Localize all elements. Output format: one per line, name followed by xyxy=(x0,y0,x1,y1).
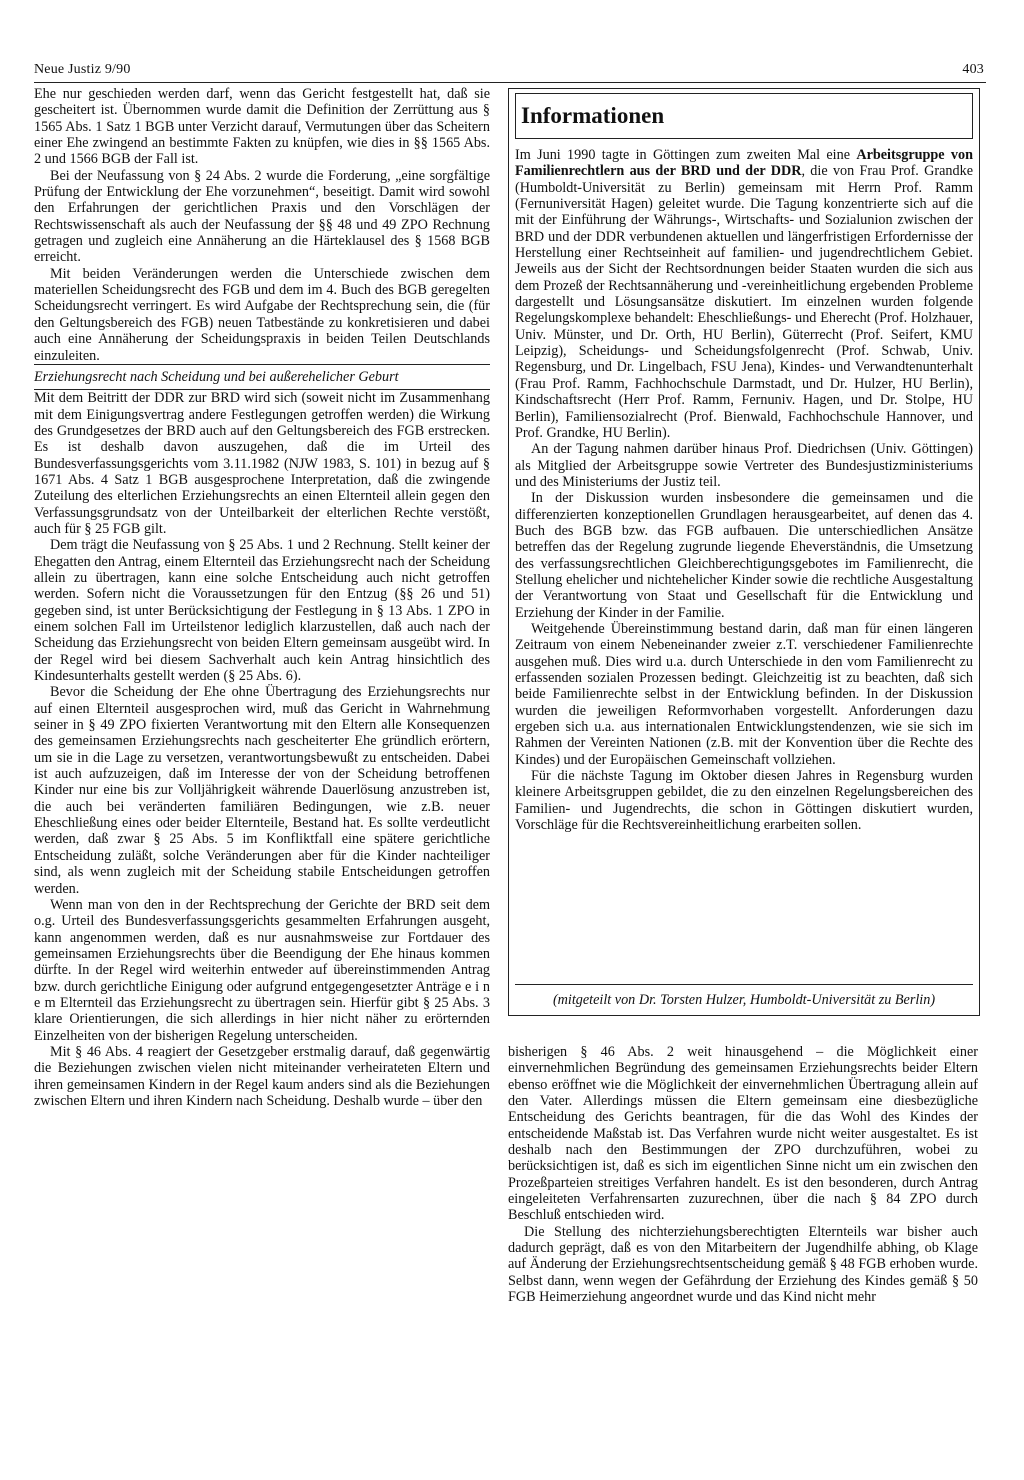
paragraph: Wenn man von den in der Rechtsprechung der Gerichte der BRD seit dem o.g. Urteil des Bundesverfassungsgerichts gesammelten Erfahrungen ausgeht, kann angenommen werden, daß es nur ausnahmsweise zur Fortdauer des gemeinsamen Erziehungsrechts über die Beendigung der Ehe hinaus kommen dürfte. In der Regel wird weiterhin entweder auf übereinstimmenden Antrag bzw. durch gerichtliche Einigung oder aufgrund entgegengesetzter Anträge e i n e m Elternteil das Erziehungsrecht zu übertragen sein. Hierfür gibt § 25 Abs. 3 klare Orientierungen, die sich allerdings in hier nicht näher zu erörternden Einzelheiten von der bisherigen Regelung unterscheiden. xyxy=(34,896,490,1044)
right-column-lower xyxy=(508,1044,978,1306)
page-number: 403 xyxy=(962,62,984,77)
info-box-attribution: (mitgeteilt von Dr. Torsten Hulzer, Humboldt-Universität zu Berlin) xyxy=(515,984,973,1015)
info-paragraph: Weitgehende Übereinstimmung bestand darin, daß man für einen längeren Zeitraum von einem Nebeneinander zweier z.T. verschiedener Familienrechte ausgehen muß. Dies wird u.a. durch Unterschiede in den vom Familienrecht zu erfassenden sozialen Prozessen bedingt. Gleichzeitig ist zu beachten, daß sich beide Familienrechte selbst in der Entwicklung befinden. In der Diskussion wurden die jeweiligen Reformvorhaben vorgestellt. Anforderungen dazu ergeben sich u.a. aus internationalen Entwicklungstendenzen, wie sie sich im Rahmen der Vereinten Nationen (z.B. mit der Konvention über die Rechte des Kindes) und der Europäischen Gemeinschaft vollziehen. xyxy=(515,620,973,768)
info-paragraph: In der Diskussion wurden insbesondere die gemeinsamen und die differenzierten konzeptionellen Grundlagen herausgearbeitet, auf denen das 4. Buch des BGB bzw. das FGB aufbauen. Die unterschiedlichen Ansätze betreffen das der Regelung zugrunde liegende Eheverständnis, die Umsetzung des verfassungsrechtlichen Gleichberechtigungsgebotes im Familienrecht, die Stellung ehelicher und nichtehelicher Kinder sowie die rechtliche Ausgestaltung der Verantwortung von Staat und Gesellschaft für die Entwicklung und Erziehung der Kinder in der Familie. xyxy=(515,490,973,621)
info-box-title: Informationen xyxy=(521,103,665,128)
left-column xyxy=(34,86,490,1109)
info-box-header xyxy=(515,93,973,139)
info-paragraph: An der Tagung nahmen darüber hinaus Prof. Diedrichsen (Univ. Göttingen) als Mitglied der Arbeitsgruppe sowie Vertreter des Bundesjustizministeriums und des Ministeriums der Justiz teil. xyxy=(515,441,973,490)
info-text: , die von Frau Prof. Grandke (Humboldt-Universität zu Berlin) gemeinsam mit Herrn Prof. Ramm (Fernuniversität Hagen) geleitet wurde. Die Tagung konzentrierte sich auf die mit der Einführung der Währungs-, Wirtschafts- und Sozialunion zwischen der BRD und der DDR verbundenen aktuellen und längerfristigen Erfordernisse der Herstellung einer Rechtseinheit auf familien- und jugendrechtlichem Gebiet. Jeweils aus der Sicht der Rechtsordnungen beider Staaten wurden die sich aus dem Prozeß der Rechtsannäherung und -vereinheitlichung ergebenden Probleme dargestellt und Lösungsansätze diskutiert. Im einzelnen wurden folgende Regelungskomplexe behandelt: Eheschließungs- und Eherecht (Prof. Holzhauer, Univ. Münster, und Dr. Orth, HU Berlin), Güterrecht (Prof. Seifert, KMU Leipzig), Scheidungs- und Scheidungsfolgenrecht (Prof. Schwab, Univ. Regensburg, und Dr. Lingelbach, FSU Jena), Kindes- und Verwandtenunterhalt (Frau Prof. Ramm, Fachhochschule Darmstadt, und Dr. Hulzer, HU Berlin), Kindschaftsrecht (Herr Prof. Ramm, Fernuniv. Hagen, und Dr. Stolpe, HU Berlin), Familiensozialrecht (Prof. Bienwald, Fachhochschule Hannover, und Prof. Grandke, HU Berlin). xyxy=(515,163,973,441)
paragraph: Die Stellung des nichterziehungsberechtigten Elternteils war bisher auch dadurch geprägt, daß es von den Mitarbeitern der Jugendhilfe abhing, ob Klage auf Änderung der Erziehungsrechtsentscheidung gemäß § 48 FGB erhoben wurde. Selbst dann, wenn wegen der Gefährdung der Erziehung des Kindes gemäß § 50 FGB Heimerziehung angeordnet wurde und das Kind nicht mehr xyxy=(508,1223,978,1306)
paragraph: Bevor die Scheidung der Ehe ohne Übertragung des Erziehungsrechts nur auf einen Elternteil ausgesprochen wird, muß das Gericht in Wahrnehmung seiner in § 49 ZPO fixierten Verantwortung mit den Eltern alle Konsequenzen des gemeinsamen Erziehungsrechts nach gescheiterter Ehe gründlich erörtern, um sie in die Lage zu versetzen, verantwortungsbewußt zu entscheiden. Dabei ist auch aufzuzeigen, daß im Interesse der von der Scheidung betroffenen Kinder nur eine bis zur Volljährigkeit währende Dauerlösung anzustreben ist, die auch bei veränderten familiären Bedingungen, wie z.B. neuer Eheschließung eines oder beider Elternteile, Bestand hat. Es sollte verdeutlicht werden, daß zwar § 25 Abs. 5 im Konfliktfall eine spätere gerichtliche Entscheidung zuläßt, solche Veränderungen aber für die Kinder nachteiliger sind, als wenn zugleich mit der Scheidung stabile Entscheidungen getroffen werden. xyxy=(34,684,490,897)
info-paragraph xyxy=(515,147,973,441)
journal-header: Neue Justiz 9/90 xyxy=(34,62,131,77)
info-bold-text: Arbeitsgruppe von Familienrechtlern aus der BRD und der DDR xyxy=(515,147,973,180)
paragraph: Mit § 46 Abs. 4 reagiert der Gesetzgeber erstmalig darauf, daß gegenwärtig die Beziehungen zwischen vielen nicht miteinander verheirateten Eltern und ihren gemeinsamen Kindern in der Regel kaum anders sind als die Beziehungen zwischen Eltern und ihren Kindern nach Scheidung. Deshalb wurde – über den xyxy=(34,1043,490,1109)
info-box xyxy=(508,88,980,1016)
paragraph: Dem trägt die Neufassung von § 25 Abs. 1 und 2 Rechnung. Stellt keiner der Ehegatten den Antrag, einem Elternteil das Erziehungsrecht nach der Scheidung allein zu übertragen, kann eine solche Entscheidung auch nicht getroffen werden. Sofern nicht die Voraussetzungen für den Entzug (§§ 26 und 51) gegeben sind, ist unter Berücksichtigung der Festlegung in § 13 Abs. 1 ZPO in einem solchen Fall im Urteilstenor lediglich klarzustellen, daß auch nach der Scheidung das Erziehungsrecht von beiden Eltern gemeinsam ausgeübt wird. In der Regel wird bei diesem Sachverhalt auch kein Antrag hinsichtlich des Kindesunterhalts gestellt werden (§ 25 Abs. 6). xyxy=(34,537,490,685)
info-paragraph: Für die nächste Tagung im Oktober diesen Jahres in Regensburg wurden kleinere Arbeitsgruppen gebildet, die zu den einzelnen Regelungsbereichen des Familien- und Jugendrechts, die schon in Göttingen diskutiert wurden, Vorschläge für die Rechtsvereinheitlichung erarbeiten sollen. xyxy=(515,768,973,834)
info-box-body xyxy=(515,147,973,833)
section-heading: Erziehungsrecht nach Scheidung und bei außerehelicher Geburt xyxy=(34,364,490,390)
paragraph: Mit dem Beitritt der DDR zur BRD wird sich (soweit nicht im Zusammenhang mit dem Einigungsvertrag andere Festlegungen getroffen werden) die Wirkung des Grundgesetzes der BRD auch auf den Geltungsbereich des FGB erstrecken. Es ist deshalb davon auszugehen, daß die im Urteil des Bundesverfassungsgerichts vom 3.11.1982 (NJW 1983, S. 101) in bezug auf § 1671 Abs. 4 Satz 1 BGB ausgesprochene Interpretation, daß die zwingende Zuteilung des elterlichen Erziehungsrechts an einen Elternteil allein gegen den Verfassungsgrundsatz von der Unteilbarkeit der elterlichen Rechte verstößt, auch für § 25 FGB gilt. xyxy=(34,390,490,537)
paragraph: Mit beiden Veränderungen werden die Unterschiede zwischen dem materiellen Scheidungsrecht des FGB und dem im 4. Buch des BGB geregelten Scheidungsrecht verringert. Es wird Aufgabe der Rechtsprechung sein, die (für den Geltungsbereich des FGB) neuen Tatbestände zu konkretisieren und dabei auch eine Annäherung der Scheidungspraxis in beiden Teilen Deutschlands einzuleiten. xyxy=(34,265,490,364)
info-text: Im Juni 1990 tagte in Göttingen zum zweiten Mal eine xyxy=(515,147,857,163)
paragraph: bisherigen § 46 Abs. 2 weit hinausgehend – die Möglichkeit einer einvernehmlichen Begründung des gemeinsamen Erziehungsrechts beider Eltern ebenso eröffnet wie die Möglichkeit der einvernehmlichen Übertragung allein auf den Vater. Allerdings müssen die Eltern gemeinsam eine diesbezügliche Entscheidung des Gerichts beantragen, für die das Wohl des Kindes der entscheidende Maßstab ist. Das Verfahren wurde nicht weiter ausgestaltet. Es ist deshalb nach den Bestimmungen der ZPO durchzuführen, wobei zu berücksichtigen ist, daß es sich im eigentlichen Sinne nicht um ein zwischen den Prozeßparteien streitiges Verfahren handelt. Es ist den besonderen, durch Antrag eingeleiteten Verfahrensarten zuzurechnen, über die nach § 84 ZPO durch Beschluß entschieden wird. xyxy=(508,1044,978,1224)
header-rule xyxy=(34,82,986,83)
paragraph: Ehe nur geschieden werden darf, wenn das Gericht festgestellt hat, daß sie gescheitert ist. Übernommen wurde damit die Definition der Zerrüttung aus § 1565 Abs. 1 Satz 1 BGB unter Verzicht darauf, Vermutungen über das Scheitern einer Ehe zwingend an bestimmte Fakten zu knüpfen, wie dies in §§ 1565 Abs. 2 und 1566 BGB der Fall ist. xyxy=(34,86,490,168)
paragraph: Bei der Neufassung von § 24 Abs. 2 wurde die Forderung, „eine sorgfältige Prüfung der Entwicklung der Ehe vorzunehmen“, beseitigt. Damit wird sowohl den Erfahrungen der gerichtlichen Praxis und den Vorschlägen der Rechtswissenschaft als auch der Neufassung der §§ 48 und 49 ZPO Rechnung getragen und zugleich eine Annäherung an die Härteklausel des § 1568 BGB erreicht. xyxy=(34,167,490,266)
